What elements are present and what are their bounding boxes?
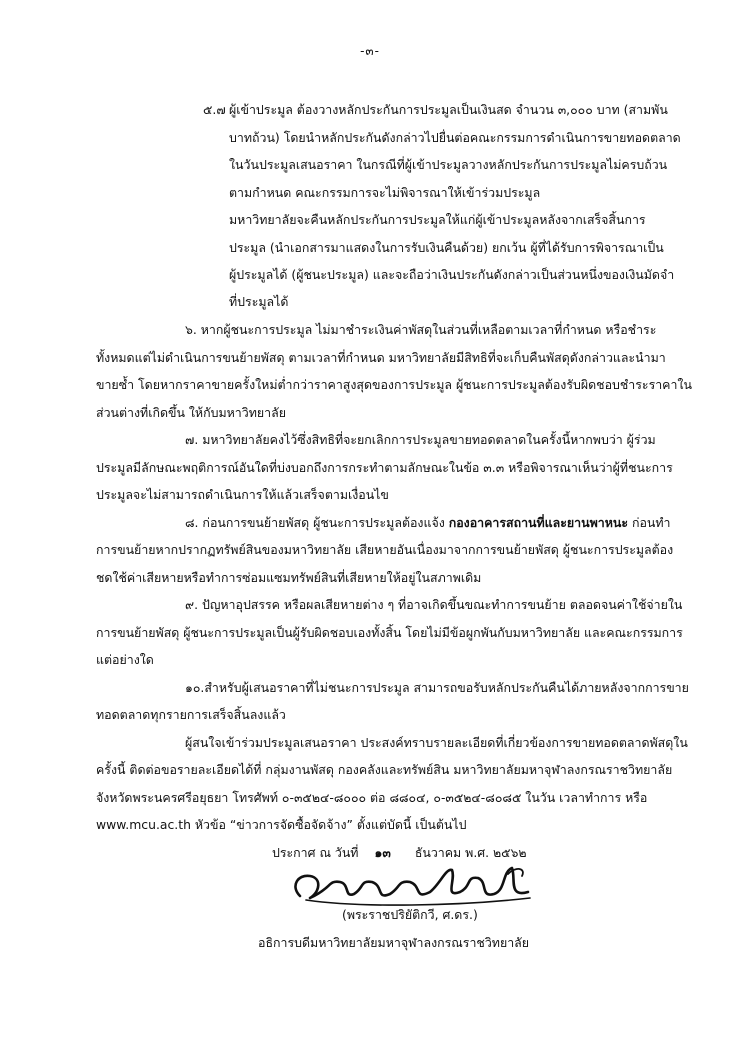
clause-9-line: ๙. ปัญหาอุปสรรค หรือผลเสียหายต่าง ๆ ที่อาจเกิดขึ้นขณะทำการขนย้าย ตลอดจนค่าใช้จ่ายใน <box>185 597 683 612</box>
clause-8-department: กองอาคารสถานที่และยานพาหนะ <box>448 515 629 530</box>
announcement-day: ๑๓ <box>374 845 391 860</box>
clause-10-line: ๑๐.สำหรับผู้เสนอราคาที่ไม่ชนะการประมูล สามารถขอรับหลักประกันคืนได้ภายหลังจากการขาย <box>185 680 689 695</box>
clause-9-line: การขนย้ายพัสดุ ผู้ชนะการประมูลเป็นผู้รับผิดชอบเองทั้งสิ้น โดยไม่มีข้อผูกพันกับมหาวิทยาลัย และคณะกรรมการ <box>96 625 683 640</box>
clause-5-7-line: ประมูล (นำเอกสารมาแสดงในการรับเงินคืนด้วย) ยกเว้น ผู้ที่ได้รับการพิจารณาเป็น <box>229 240 664 255</box>
clause-5-7-line: บาทถ้วน) โดยนำหลักประกันดังกล่าวไปยื่นต่อคณะกรรมการดำเนินการขายทอดตลาด <box>229 130 681 145</box>
clause-5-7-line: มหาวิทยาลัยจะคืนหลักประกันการประมูลให้แก่ผู้เข้าประมูลหลังจากเสร็จสิ้นการ <box>229 212 646 227</box>
clause-5-7-number: ๕.๗ <box>203 102 226 117</box>
clause-8-line <box>185 515 671 531</box>
announcement-month-year: ธันวาคม พ.ศ. ๒๕๖๒ <box>414 845 527 860</box>
clause-7-line: ๗. มหาวิทยาลัยคงไว้ซึ่งสิทธิที่จะยกเลิกการประมูลขายทอดตลาดในครั้งนี้หากพบว่า ผู้ร่วม <box>185 432 656 447</box>
clause-6-line: ๖. หากผู้ชนะการประมูล ไม่มาชำระเงินค่าพัสดุในส่วนที่เหลือตามเวลาที่กำหนด หรือชำระ <box>185 322 657 337</box>
contact-line: จังหวัดพระนครศรีอยุธยา โทรศัพท์ ๐-๓๕๒๔-๘๐๐๐ ต่อ ๘๘๐๔, ๐-๓๕๒๔-๘๐๘๕ ในวัน เวลาทำการ หรือ <box>96 790 648 805</box>
clause-8-text: ก่อนทำ <box>628 515 671 530</box>
clause-5-7-line: ในวันประมูลเสนอราคา ในกรณีที่ผู้เข้าประมูลวางหลักประกันการประมูลไม่ครบถ้วน <box>229 157 668 172</box>
signatory-title: อธิการบดีมหาวิทยาลัยมหาจุฬาลงกรณราชวิทยาลัย <box>258 935 530 950</box>
clause-6-line: ส่วนต่างที่เกิดขึ้น ให้กับมหาวิทยาลัย <box>96 405 286 420</box>
clause-5-7-line: ที่ประมูลได้ <box>229 294 289 309</box>
contact-line: www.mcu.ac.th หัวข้อ “ข่าวการจัดซื้อจัดจ้าง” ตั้งแต่บัดนี้ เป็นต้นไป <box>96 817 467 832</box>
clause-5-7-line: ตามกำหนด คณะกรรมการจะไม่พิจารณาให้เข้าร่วมประมูล <box>229 185 541 200</box>
clause-6-line: ทั้งหมดแต่ไม่ดำเนินการขนย้ายพัสดุ ตามเวลาที่กำหนด มหาวิทยาลัยมีสิทธิที่จะเก็บคืนพัสดุดังกล่าวและนำมา <box>96 350 666 365</box>
contact-line: ผู้สนใจเข้าร่วมประมูลเสนอราคา ประสงค์ทราบรายละเอียดที่เกี่ยวข้องการขายทอดตลาดพัสดุใน <box>185 735 688 750</box>
clause-9-line: แต่อย่างใด <box>96 652 154 667</box>
clause-8-text: ๘. ก่อนการขนย้ายพัสดุ ผู้ชนะการประมูลต้องแจ้ง <box>185 515 449 530</box>
signatory-name: (พระราชปริยัติกวี, ศ.ดร.) <box>342 907 478 922</box>
clause-7-line: ประมูลจะไม่สามารถดำเนินการให้แล้วเสร็จตามเงื่อนไข <box>96 487 389 502</box>
contact-line: ครั้งนี้ ติดต่อขอรายละเอียดได้ที่ กลุ่มงานพัสดุ กองคลังและทรัพย์สิน มหาวิทยาลัยมหาจุฬาลงกรณราชวิทยาลัย <box>96 762 673 777</box>
clause-8-line: การขนย้ายหากปรากฏทรัพย์สินของมหาวิทยาลัย เสียหายอันเนื่องมาจากการขนย้ายพัสดุ ผู้ชนะการประมูลต้อง <box>96 542 674 557</box>
page-number: -๓- <box>360 44 380 58</box>
clause-5-7-line: ผู้ประมูลได้ (ผู้ชนะประมูล) และจะถือว่าเงินประกันดังกล่าวเป็นส่วนหนึ่งของเงินมัดจำ <box>229 267 675 282</box>
clause-8-line: ชดใช้ค่าเสียหายหรือทำการซ่อมแซมทรัพย์สินที่เสียหายให้อยู่ในสภาพเดิม <box>96 570 482 585</box>
clause-10-line: ทอดตลาดทุกรายการเสร็จสิ้นลงแล้ว <box>96 707 286 722</box>
clause-7-line: ประมูลมีลักษณะพฤติการณ์อันใดที่บ่งบอกถึงการกระทำตามลักษณะในข้อ ๓.๓ หรือพิจารณาเห็นว่าผู้ที่ชนะการ <box>96 460 673 475</box>
announcement-prefix: ประกาศ ณ วันที่ <box>272 845 359 860</box>
clause-5-7-line: ผู้เข้าประมูล ต้องวางหลักประกันการประมูลเป็นเงินสด จำนวน ๓,๐๐๐ บาท (สามพัน <box>229 102 668 117</box>
clause-6-line: ขายซ้ำ โดยหากราคาขายครั้งใหม่ต่ำกว่าราคาสูงสุดของการประมูล ผู้ชนะการประมูลต้องรับผิดชอบชำระราคาใน <box>96 377 692 392</box>
